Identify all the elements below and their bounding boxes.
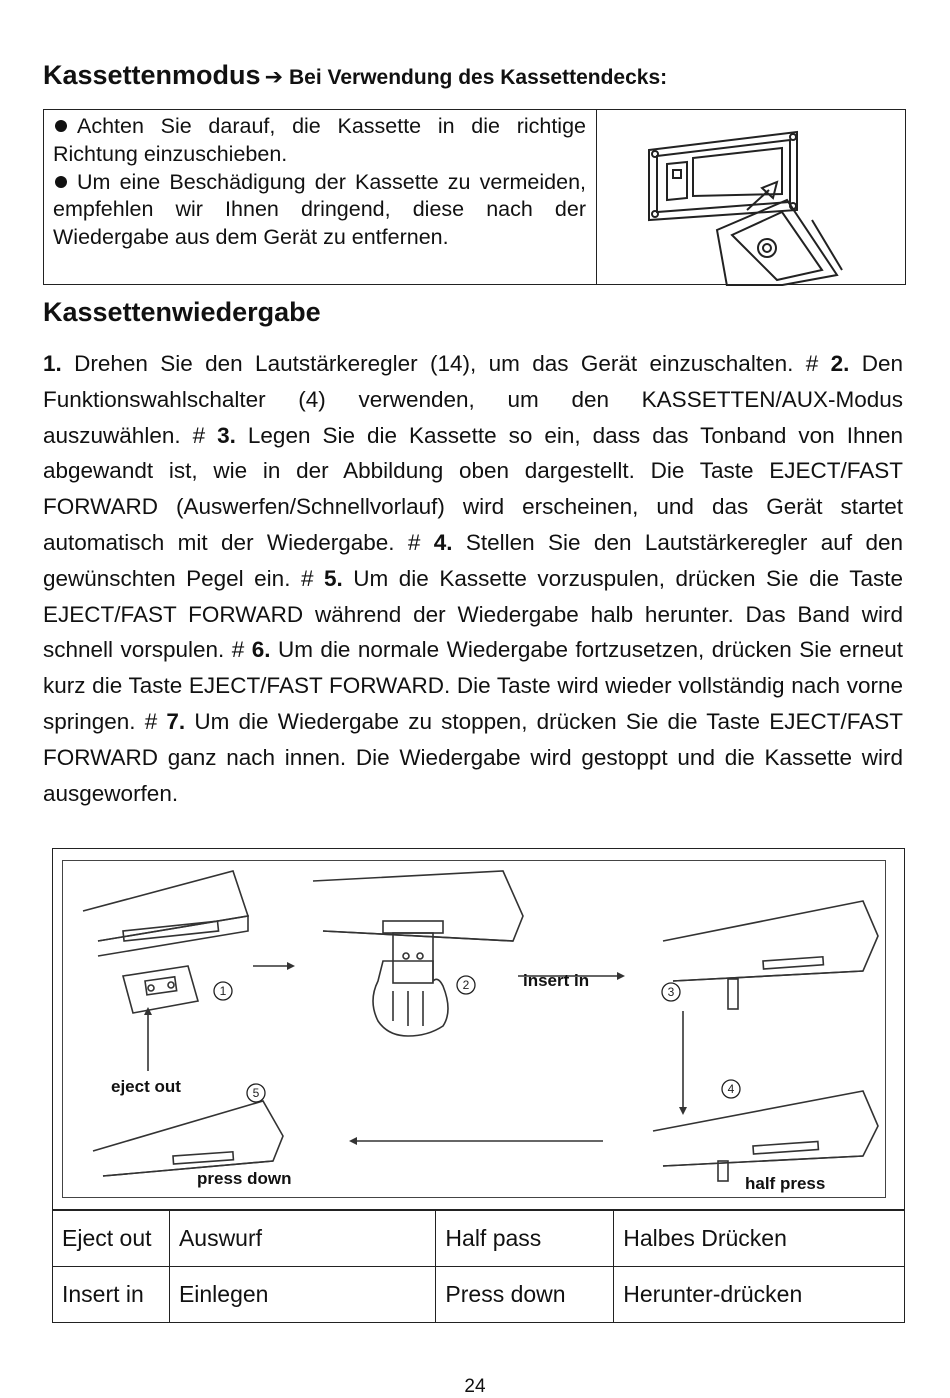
step-number: 7. bbox=[166, 708, 186, 734]
cassette-operation-figure bbox=[52, 848, 905, 1210]
table-cell: Insert in bbox=[53, 1267, 170, 1323]
notice-box bbox=[43, 109, 906, 285]
table-cell: Auswurf bbox=[169, 1211, 435, 1267]
step-number: 3. bbox=[217, 422, 236, 448]
label-half-press: half press bbox=[745, 1174, 826, 1193]
figure-frame bbox=[62, 860, 886, 1198]
table-row bbox=[53, 1267, 905, 1323]
step-text: Legen Sie die Kassette so ein, dass das Tonband von Ihnen abgewandt ist, wie in der Abbildung oben dargestellt. Die Taste EJECT/FAST FORWARD (Auswerfen/Schnellvorlauf) wird erscheinen, und das Gerät startet automatisch mit der Wiedergabe. # bbox=[43, 422, 903, 555]
table-cell: Half pass bbox=[436, 1211, 614, 1267]
step-marker: 1 bbox=[219, 984, 227, 998]
step-text: Um die Kassette vorzuspulen, drücken Sie die Taste EJECT/FAST FORWARD während der Wiedergabe halb herunter. Das Band wird schnell vorspulen. # bbox=[43, 565, 903, 663]
step-number: 1. bbox=[43, 351, 62, 376]
bullet-icon bbox=[55, 176, 67, 188]
table-cell: Halbes Drücken bbox=[614, 1211, 905, 1267]
step-text: Um die normale Wiedergabe fortzusetzen, drücken Sie erneut kurz die Taste EJECT/FAST FORWARD. Die Taste wird wieder vollständig nach vorne springen. # bbox=[43, 637, 903, 734]
notice-bullet-2: Um eine Beschädigung der Kassette zu vermeiden, empfehlen wir Ihnen dringend, diese nach der Wiedergabe aus dem Gerät zu entfernen. bbox=[53, 169, 586, 250]
step-text: Drehen Sie den Lautstärkeregler (14), um das Gerät einzuschalten. # bbox=[61, 351, 831, 376]
step-text: Stellen Sie den Lautstärkeregler auf den gewünschten Pegel ein. # bbox=[43, 529, 903, 591]
terms-table bbox=[52, 1210, 905, 1323]
label-press-down: press down bbox=[197, 1169, 292, 1188]
step-number: 6. bbox=[251, 637, 271, 663]
table-cell: Press down bbox=[436, 1267, 614, 1323]
table-cell: Eject out bbox=[53, 1211, 170, 1267]
bullet-icon bbox=[55, 120, 67, 132]
heading-title: Kassettenmodus bbox=[43, 60, 261, 90]
page-heading bbox=[43, 60, 667, 91]
cassette-insert-illustration bbox=[597, 110, 905, 284]
step-text: Den Funktionswahlschalter (4) verwenden, um den KASSETTEN/AUX-Modus auszuwählen. # bbox=[43, 351, 903, 448]
step-marker: 5 bbox=[252, 1086, 260, 1100]
step-text: Um die Wiedergabe zu stoppen, drücken Sie die Taste EJECT/FAST FORWARD ganz nach innen. Die Wiedergabe wird gestoppt und die Kassette wird ausgeworfen. bbox=[43, 708, 904, 806]
step-marker: 4 bbox=[727, 1082, 735, 1096]
step-number: 4. bbox=[433, 529, 453, 555]
table-row bbox=[53, 1211, 905, 1267]
cassette-operation-diagram bbox=[63, 861, 885, 1197]
heading-subtitle: Bei Verwendung des Kassettendecks: bbox=[289, 66, 668, 89]
step-number: 2. bbox=[830, 351, 850, 376]
cassette-deck-icon bbox=[597, 110, 905, 286]
table-cell: Einlegen bbox=[169, 1267, 435, 1323]
notice-bullet-1: Achten Sie darauf, die Kassette in die richtige Richtung einzuschieben. bbox=[53, 114, 586, 166]
instructions-paragraph bbox=[43, 346, 903, 811]
notice-text bbox=[44, 110, 597, 284]
step-marker: 3 bbox=[667, 985, 675, 999]
arrow-right-icon: ➔ bbox=[264, 65, 283, 90]
label-eject-out: eject out bbox=[111, 1077, 181, 1096]
step-number: 5. bbox=[324, 565, 343, 591]
table-cell: Herunter-drücken bbox=[614, 1267, 905, 1323]
label-insert-in: insert in bbox=[523, 971, 590, 990]
step-marker: 2 bbox=[462, 978, 470, 992]
section-title: Kassettenwiedergabe bbox=[43, 297, 321, 327]
page-number: 24 bbox=[464, 1376, 486, 1397]
